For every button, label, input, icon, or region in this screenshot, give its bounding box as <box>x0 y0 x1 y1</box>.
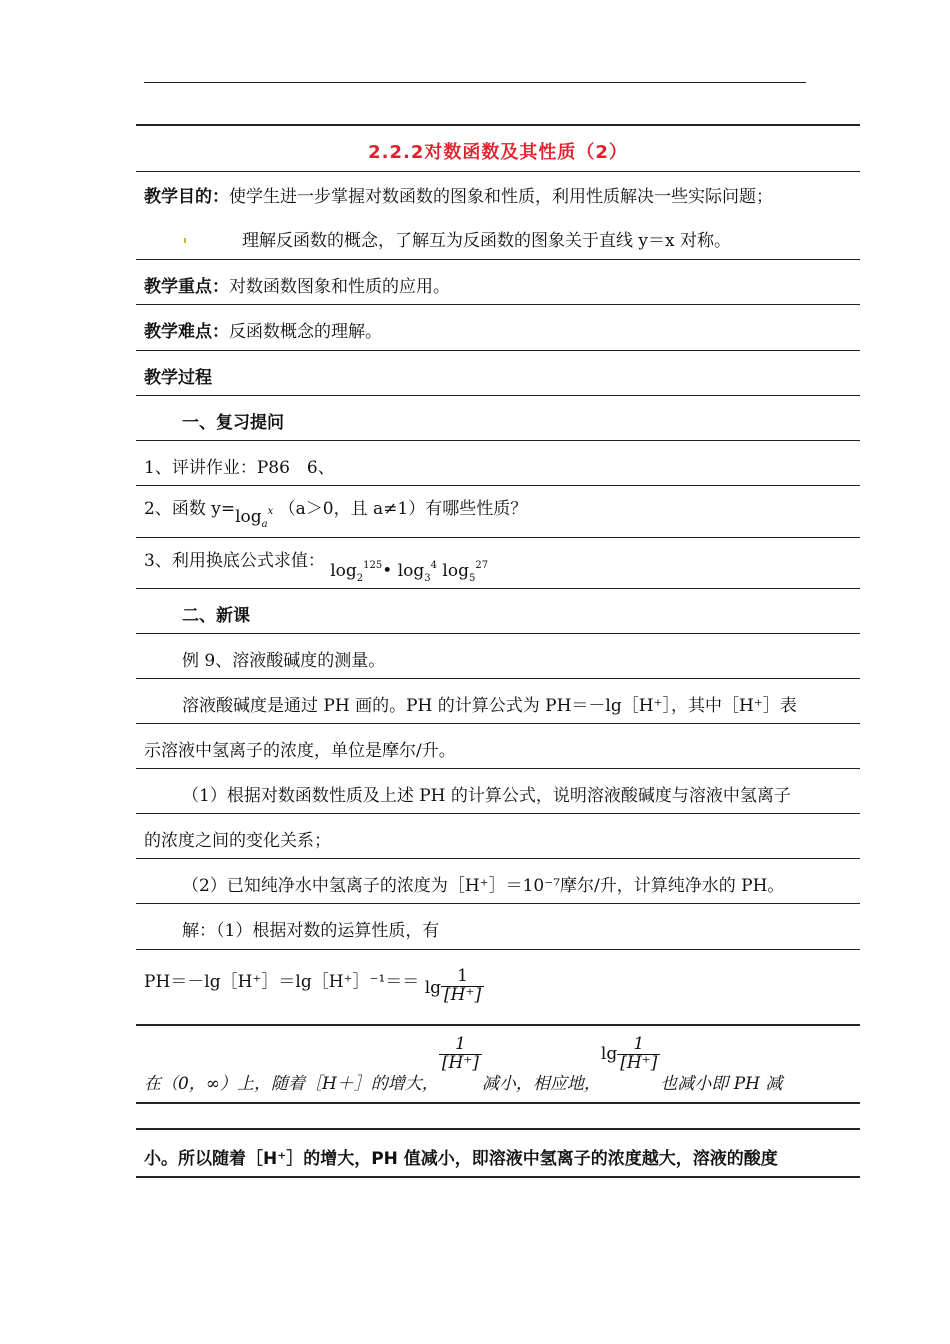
p3-row <box>136 859 860 904</box>
lg-text: lg <box>424 977 442 998</box>
goal-text-1: 使学生进一步掌握对数函数的图象和性质，利用性质解决一些实际问题； <box>229 187 773 207</box>
header-rule <box>144 82 806 83</box>
last-b: ［H⁺］的增大，PH 值减小，即溶液中氢离子的浓度越大，溶液的酸度 <box>246 1149 778 1169</box>
title-row <box>136 124 860 172</box>
italic-a: 在（0，∞）上，随着［H＋］的增大， <box>144 1073 439 1094</box>
log-arg: x <box>267 506 274 517</box>
log-text: log <box>397 561 425 581</box>
diff-row <box>136 305 860 351</box>
log-base: 5 <box>468 573 476 584</box>
equation-left: PH＝－lg［H⁺］＝lg［H⁺］⁻¹＝＝ <box>144 971 420 992</box>
diff-label: 教学难点： <box>144 322 229 342</box>
lg-text: lg <box>600 1043 618 1064</box>
goal-row <box>136 172 860 260</box>
last-row <box>136 1128 860 1178</box>
log-text: log <box>235 507 262 527</box>
sec1-row <box>136 396 860 441</box>
diff-line <box>144 317 382 342</box>
ex9-row <box>136 634 860 679</box>
log-text: log <box>442 561 469 581</box>
last-line <box>144 1144 778 1169</box>
q2-row <box>136 486 860 538</box>
numerator: 1 <box>457 966 468 986</box>
key-row <box>136 260 860 305</box>
q3-prefix: 3、利用换底公式求值： <box>144 551 325 571</box>
p2a-row <box>136 769 860 814</box>
goal-text-2: 理解反函数的概念，了解互为反函数的图象关于直线 y＝x 对称。 <box>242 231 731 251</box>
q3-expression <box>330 560 489 584</box>
para-3: （2）已知纯净水中氢离子的浓度为［H⁺］＝10⁻⁷摩尔/升，计算纯净水的 PH。 <box>182 876 785 896</box>
key-label: 教学重点： <box>144 277 229 297</box>
log-arg: 125 <box>363 560 383 571</box>
last-a: 小。所以随着 <box>144 1149 246 1169</box>
example-9: 例 9、溶液酸碱度的测量。 <box>182 651 386 671</box>
annotation-mark <box>184 238 186 243</box>
sec2-row <box>136 589 860 634</box>
fraction-1 <box>439 1036 482 1073</box>
numerator: 1 <box>454 1034 466 1054</box>
italic-b: 减小，相应地， <box>481 1073 601 1094</box>
numerator: 1 <box>633 1034 645 1054</box>
para-1a: 溶液酸碱度是通过 PH 画的。PH 的计算公式为 PH＝－lg［H⁺］，其中［H⁺］表 <box>182 696 797 716</box>
solution-intro: 解：（1）根据对数的运算性质，有 <box>182 921 440 941</box>
log-base: 3 <box>424 573 431 584</box>
key-text: 对数函数图象和性质的应用。 <box>229 277 450 297</box>
italic-line <box>144 1034 783 1094</box>
log-text: log <box>330 561 357 581</box>
diff-text: 反函数概念的理解。 <box>229 322 382 342</box>
log-arg: 27 <box>475 560 489 571</box>
denominator: [H⁺] <box>439 1054 482 1073</box>
dot-operator: • <box>382 561 393 581</box>
q3-row <box>136 538 860 589</box>
section-heading-review: 一、复习提问 <box>182 413 284 433</box>
p1b-row <box>136 724 860 769</box>
q1-row <box>136 441 860 486</box>
italic-row <box>136 1026 860 1104</box>
p1a-row <box>136 679 860 724</box>
p2b-row <box>136 814 860 859</box>
log-base: a <box>261 519 268 530</box>
log-arg: 4 <box>430 560 438 571</box>
q2-suffix: （a＞0，且 a≠1）有哪些性质？ <box>278 499 528 519</box>
sol-row <box>136 904 860 950</box>
fraction <box>441 968 484 1005</box>
q2-prefix: 2、函数 y= <box>144 499 236 519</box>
para-2b: 的浓度之间的变化关系； <box>144 831 331 851</box>
process-heading: 教学过程 <box>144 368 212 388</box>
question-2 <box>144 494 528 530</box>
section-heading-new: 二、新课 <box>182 606 250 626</box>
goal-line-1 <box>144 182 773 207</box>
equation <box>144 964 484 1005</box>
para-1b: 示溶液中氢离子的浓度，单位是摩尔/升。 <box>144 741 456 761</box>
para-2a: （1）根据对数函数性质及上述 PH 的计算公式，说明溶液酸碱度与溶液中氢离子 <box>182 786 791 806</box>
fraction-2 <box>617 1036 660 1073</box>
denominator: [H⁺] <box>617 1054 660 1073</box>
key-line <box>144 272 450 297</box>
question-3 <box>144 546 489 584</box>
denominator: [H⁺] <box>441 986 484 1005</box>
italic-c: 也减小即 PH 减 <box>660 1073 783 1094</box>
goal-label: 教学目的： <box>144 187 229 207</box>
log-base: 2 <box>356 573 364 584</box>
page-title: 2.2.2对数函数及其性质（2） <box>368 142 628 163</box>
eq-row <box>136 950 860 1026</box>
q2-log <box>235 506 274 530</box>
question-1: 1、评讲作业：P86 6、 <box>144 458 335 478</box>
process-row <box>136 351 860 396</box>
